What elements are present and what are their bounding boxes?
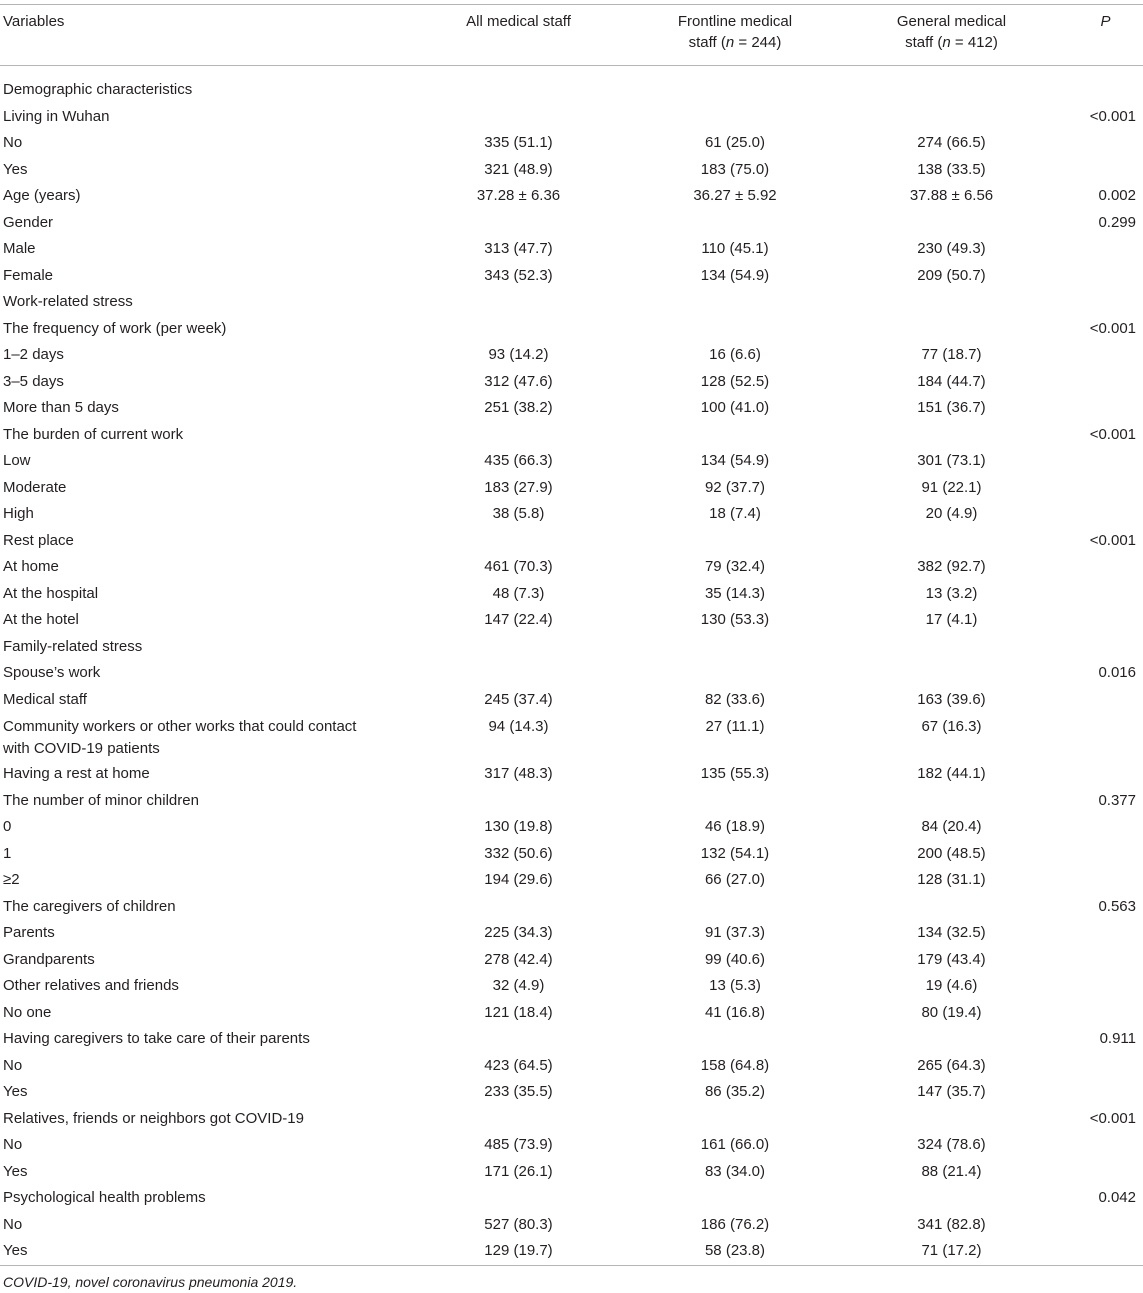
general-value: 17 (4.1): [925, 611, 978, 628]
frontline-value: 46 (18.9): [704, 818, 766, 835]
all-staff-value: 183 (27.9): [484, 478, 553, 496]
table-row: [0, 1238, 1143, 1265]
p-value: [1068, 1079, 1143, 1106]
general-value: 67 (16.3): [921, 718, 982, 735]
general-value: 84 (20.4): [921, 818, 982, 835]
general-value: 91 (22.1): [921, 478, 982, 496]
bottom-rule: [0, 1265, 1143, 1266]
frontline-value: 61 (25.0): [704, 134, 766, 151]
all-staff-value: 335 (51.1): [484, 134, 553, 151]
table-row: [0, 920, 1143, 947]
variable-label: The number of minor children: [3, 791, 199, 809]
variable-label: 1–2 days: [3, 346, 64, 363]
general-value: 37.88 ± 6.56: [909, 187, 994, 204]
table-row: [0, 263, 1143, 290]
frontline-value: 183 (75.0): [700, 160, 770, 178]
table-row: [0, 841, 1143, 868]
p-value: [1068, 1212, 1143, 1239]
all-staff-value: [402, 104, 635, 131]
general-value: 163 (39.6): [917, 690, 986, 708]
header-variables: Variables: [3, 13, 65, 30]
frontline-value: 99 (40.6): [704, 950, 766, 968]
frontline-value: [635, 894, 835, 921]
variable-label: The burden of current work: [3, 425, 184, 443]
all-staff-value: [402, 1106, 635, 1133]
table-row: [0, 210, 1143, 237]
general-value: [835, 422, 1068, 449]
table-row: [0, 788, 1143, 815]
p-value: [1068, 1159, 1143, 1186]
variable-label: Parents: [3, 924, 55, 941]
frontline-value: 100 (41.0): [700, 399, 770, 416]
table-row: [0, 369, 1143, 396]
header-general-n: n: [942, 34, 951, 51]
all-staff-value: 130 (19.8): [484, 818, 553, 835]
frontline-value: 161 (66.0): [700, 1136, 770, 1153]
general-value: 71 (17.2): [921, 1242, 982, 1259]
p-value: <0.001: [1089, 425, 1136, 443]
table-row: [0, 894, 1143, 921]
table-row: [0, 236, 1143, 263]
variable-label: Age (years): [3, 187, 81, 204]
variable-label: Yes: [3, 1162, 28, 1180]
all-staff-value: 129 (19.7): [484, 1242, 553, 1259]
general-value: 274 (66.5): [917, 134, 986, 151]
p-value: [1068, 920, 1143, 947]
p-value: [1068, 947, 1143, 974]
frontline-value: 134 (54.9): [700, 452, 770, 469]
p-value: [1068, 607, 1143, 634]
frontline-value: [635, 316, 835, 343]
variable-label: No: [3, 1056, 23, 1074]
all-staff-value: 317 (48.3): [484, 765, 553, 782]
frontline-value: 82 (33.6): [704, 690, 766, 708]
p-value: 0.002: [1098, 187, 1136, 204]
general-value: [835, 210, 1068, 237]
frontline-value: 18 (7.4): [709, 505, 761, 522]
all-staff-value: [402, 1185, 635, 1212]
p-value: <0.001: [1089, 1109, 1136, 1127]
variable-label: No: [3, 134, 23, 151]
general-value: 324 (78.6): [917, 1136, 986, 1153]
p-value: [1068, 713, 1143, 761]
variable-label: Relatives, friends or neighbors got COVID-19: [3, 1109, 304, 1127]
all-staff-value: 38 (5.8): [492, 505, 545, 522]
header-frontline-line2-pre: staff (: [688, 34, 726, 51]
table-row: [0, 1132, 1143, 1159]
variable-label: [0, 713, 402, 761]
all-staff-value: 245 (37.4): [484, 690, 553, 708]
all-staff-value: 312 (47.6): [484, 372, 553, 390]
variable-label: 0: [3, 818, 12, 835]
table-row: [0, 867, 1143, 894]
general-value: 128 (31.1): [917, 871, 986, 888]
p-value: [1068, 342, 1143, 369]
general-value: 230 (49.3): [917, 240, 986, 257]
variable-label: Low: [3, 452, 31, 469]
frontline-value: [635, 1106, 835, 1133]
all-staff-value: 194 (29.6): [484, 871, 553, 888]
section-heading: Work-related stress: [3, 293, 133, 310]
p-value: [1068, 581, 1143, 608]
p-value: [1068, 814, 1143, 841]
p-value: [1068, 1000, 1143, 1027]
all-staff-value: 251 (38.2): [484, 399, 553, 416]
table-row: [0, 342, 1143, 369]
frontline-value: 16 (6.6): [709, 346, 761, 363]
all-staff-value: 94 (14.3): [488, 718, 549, 735]
variable-label: Female: [3, 266, 54, 284]
all-staff-value: 121 (18.4): [484, 1003, 553, 1021]
table-row: [0, 660, 1143, 687]
table-row: [0, 1000, 1143, 1027]
variable-label: Living in Wuhan: [3, 107, 110, 125]
header-general-line1: General medical: [896, 13, 1007, 30]
all-staff-value: 423 (64.5): [484, 1056, 553, 1074]
all-staff-value: [402, 1026, 635, 1053]
variable-label: At the hospital: [3, 584, 99, 602]
general-value: 134 (32.5): [917, 924, 986, 941]
p-value: [1068, 1238, 1143, 1265]
frontline-value: 86 (35.2): [704, 1083, 766, 1100]
p-value: [1068, 157, 1143, 184]
p-value: [1068, 236, 1143, 263]
frontline-value: [635, 660, 835, 687]
p-value: [1068, 475, 1143, 502]
variable-label: High: [3, 505, 34, 522]
table-row: [0, 316, 1143, 343]
variable-label: Having caregivers to take care of their parents: [3, 1030, 310, 1047]
all-staff-value: 321 (48.9): [484, 160, 553, 178]
frontline-value: [635, 1185, 835, 1212]
frontline-value: 132 (54.1): [700, 844, 770, 862]
p-value: <0.001: [1089, 531, 1136, 549]
table-row: [0, 1106, 1143, 1133]
section-heading: Demographic characteristics: [3, 81, 193, 98]
header-general-line2-post: = 412): [950, 34, 998, 51]
all-staff-value: 332 (50.6): [484, 844, 553, 862]
p-value: <0.001: [1089, 319, 1136, 337]
all-staff-value: 147 (22.4): [484, 611, 553, 628]
variable-label: Grandparents: [3, 950, 95, 968]
frontline-value: 36.27 ± 5.92: [693, 187, 777, 204]
p-value: 0.911: [1099, 1030, 1136, 1047]
variable-label: Moderate: [3, 478, 67, 496]
frontline-value: 35 (14.3): [704, 584, 766, 602]
all-staff-value: [402, 422, 635, 449]
frontline-value: 186 (76.2): [700, 1215, 770, 1233]
table-row: [0, 448, 1143, 475]
variable-label: The frequency of work (per week): [3, 319, 227, 337]
general-value: 265 (64.3): [917, 1056, 986, 1074]
all-staff-value: 278 (42.4): [484, 950, 553, 968]
p-value: 0.042: [1098, 1189, 1136, 1206]
header-frontline-medical-staff: [635, 4, 835, 65]
variable-label: Other relatives and friends: [3, 977, 179, 994]
general-value: 80 (19.4): [921, 1003, 982, 1021]
header-row: [0, 4, 1143, 65]
header-all-medical-staff: All medical staff: [466, 13, 571, 30]
general-value: [835, 316, 1068, 343]
section-heading-row: [0, 634, 1143, 661]
general-value: [835, 788, 1068, 815]
frontline-value: 79 (32.4): [704, 558, 766, 575]
all-staff-value: 48 (7.3): [492, 584, 545, 602]
frontline-value: 66 (27.0): [704, 871, 766, 888]
general-value: 19 (4.6): [925, 977, 978, 994]
frontline-value: 91 (37.3): [704, 924, 766, 941]
frontline-value: 27 (11.1): [705, 718, 765, 735]
variable-label: Medical staff: [3, 690, 87, 708]
all-staff-value: [402, 210, 635, 237]
table-footnote: COVID-19, novel coronavirus pneumonia 2019.: [3, 1274, 298, 1290]
p-value: [1068, 867, 1143, 894]
all-staff-value: 343 (52.3): [484, 266, 553, 284]
p-value: [1068, 1053, 1143, 1080]
table-row: [0, 528, 1143, 555]
frontline-value: 13 (5.3): [709, 977, 761, 994]
all-staff-value: 171 (26.1): [484, 1162, 553, 1180]
general-value: 20 (4.9): [925, 505, 978, 522]
p-value: 0.016: [1098, 664, 1136, 681]
section-heading-row: [0, 289, 1143, 316]
table-row: [0, 687, 1143, 714]
p-value: [1068, 761, 1143, 788]
header-general-medical-staff: [835, 4, 1068, 65]
variable-label: Yes: [3, 1242, 28, 1259]
variable-label: No one: [3, 1003, 52, 1021]
all-staff-value: 93 (14.2): [488, 346, 549, 363]
frontline-value: 92 (37.7): [704, 478, 766, 496]
variable-label: No: [3, 1215, 23, 1233]
frontline-value: 128 (52.5): [700, 372, 770, 390]
data-table: [0, 4, 1143, 1265]
all-staff-value: [402, 528, 635, 555]
table-row: [0, 104, 1143, 131]
p-value: [1068, 973, 1143, 1000]
p-value: [1068, 501, 1143, 528]
p-value: [1068, 687, 1143, 714]
general-value: 147 (35.7): [917, 1083, 986, 1100]
header-p-value: P: [1100, 13, 1111, 30]
table-body: [0, 65, 1143, 1265]
general-value: 151 (36.7): [917, 399, 986, 416]
table-row: [0, 761, 1143, 788]
p-value: 0.563: [1098, 897, 1136, 915]
variable-label: At the hotel: [3, 611, 79, 628]
table-row: [0, 422, 1143, 449]
table-row: [0, 1185, 1143, 1212]
variable-label: At home: [3, 558, 59, 575]
table-row: [0, 814, 1143, 841]
variable-label: More than 5 days: [3, 399, 119, 416]
table-row: [0, 395, 1143, 422]
frontline-value: [635, 104, 835, 131]
frontline-value: 158 (64.8): [700, 1056, 770, 1074]
all-staff-value: 485 (73.9): [484, 1136, 553, 1153]
variable-label: The caregivers of children: [3, 897, 176, 915]
p-value: [1068, 1132, 1143, 1159]
all-staff-value: 233 (35.5): [484, 1083, 553, 1100]
p-value: <0.001: [1089, 107, 1136, 125]
table-row: [0, 157, 1143, 184]
general-value: [835, 1026, 1068, 1053]
all-staff-value: [402, 660, 635, 687]
general-value: 179 (43.4): [917, 950, 986, 968]
variable-label: ≥2: [3, 871, 20, 888]
frontline-value: 130 (53.3): [700, 611, 770, 628]
p-value: [1068, 395, 1143, 422]
general-value: 382 (92.7): [917, 558, 986, 575]
table-row: [0, 130, 1143, 157]
header-frontline-n: n: [725, 34, 735, 51]
all-staff-value: [402, 894, 635, 921]
general-value: 182 (44.1): [917, 765, 986, 782]
variable-label-line2: with COVID-19 patients: [3, 739, 160, 757]
variable-label: Yes: [3, 1083, 28, 1100]
general-value: 200 (48.5): [917, 844, 986, 862]
table-row: [0, 1026, 1143, 1053]
general-value: 77 (18.7): [921, 346, 982, 363]
table-row: [0, 581, 1143, 608]
table-row: [0, 501, 1143, 528]
all-staff-value: 37.28 ± 6.36: [476, 187, 561, 204]
table-row: [0, 713, 1143, 761]
all-staff-value: 32 (4.9): [492, 977, 545, 994]
table-row: [0, 183, 1143, 210]
all-staff-value: 461 (70.3): [484, 558, 553, 575]
general-value: [835, 660, 1068, 687]
frontline-value: [635, 210, 835, 237]
variable-label: Psychological health problems: [3, 1189, 206, 1206]
frontline-value: [635, 788, 835, 815]
header-frontline-line1: Frontline medical: [677, 13, 793, 30]
p-value: [1068, 448, 1143, 475]
frontline-value: 110 (45.1): [701, 240, 769, 257]
frontline-value: [635, 422, 835, 449]
frontline-value: 83 (34.0): [704, 1162, 766, 1180]
general-value: 184 (44.7): [917, 372, 986, 390]
variable-label: No: [3, 1136, 23, 1153]
general-value: [835, 1185, 1068, 1212]
variable-label: Male: [3, 240, 36, 257]
p-value: [1068, 841, 1143, 868]
table-row: [0, 1053, 1143, 1080]
p-value: [1068, 130, 1143, 157]
p-value: [1068, 554, 1143, 581]
frontline-value: 134 (54.9): [700, 266, 770, 284]
variable-label: Rest place: [3, 531, 74, 549]
table-row: [0, 1212, 1143, 1239]
general-value: [835, 1106, 1068, 1133]
frontline-value: [635, 528, 835, 555]
frontline-value: 135 (55.3): [700, 765, 770, 782]
general-value: 88 (21.4): [921, 1162, 982, 1180]
variable-label: Gender: [3, 213, 54, 231]
variable-label: Spouse’s work: [3, 664, 101, 681]
general-value: 209 (50.7): [917, 266, 986, 284]
variable-label: Yes: [3, 160, 28, 178]
general-value: [835, 528, 1068, 555]
all-staff-value: 435 (66.3): [484, 452, 553, 469]
general-value: 341 (82.8): [917, 1215, 986, 1233]
variable-label: Having a rest at home: [3, 765, 150, 782]
p-value: [1068, 263, 1143, 290]
p-value: 0.377: [1098, 791, 1136, 809]
frontline-value: [635, 1026, 835, 1053]
table-row: [0, 475, 1143, 502]
section-heading-row: [0, 65, 1143, 104]
variable-label: 3–5 days: [3, 372, 64, 390]
frontline-value: 41 (16.8): [704, 1003, 766, 1021]
header-frontline-line2-post: = 244): [734, 34, 782, 51]
all-staff-value: 527 (80.3): [484, 1215, 553, 1233]
all-staff-value: [402, 788, 635, 815]
all-staff-value: 225 (34.3): [484, 924, 553, 941]
variable-label: 1: [3, 844, 12, 862]
general-value: 301 (73.1): [917, 452, 986, 469]
table-row: [0, 1079, 1143, 1106]
general-value: [835, 104, 1068, 131]
p-value: [1068, 369, 1143, 396]
header-general-line2-pre: staff (: [905, 34, 943, 51]
frontline-value: 58 (23.8): [704, 1242, 766, 1259]
table-row: [0, 973, 1143, 1000]
general-value: 13 (3.2): [925, 584, 978, 602]
p-value: 0.299: [1098, 213, 1136, 231]
variable-label-line1: Community workers or other works that could contact: [3, 718, 357, 735]
section-heading: Family-related stress: [3, 637, 143, 655]
table-row: [0, 554, 1143, 581]
all-staff-value: 313 (47.7): [484, 240, 553, 257]
table-row: [0, 1159, 1143, 1186]
table-row: [0, 947, 1143, 974]
general-value: [835, 894, 1068, 921]
table-row: [0, 607, 1143, 634]
all-staff-value: [402, 316, 635, 343]
general-value: 138 (33.5): [917, 160, 986, 178]
